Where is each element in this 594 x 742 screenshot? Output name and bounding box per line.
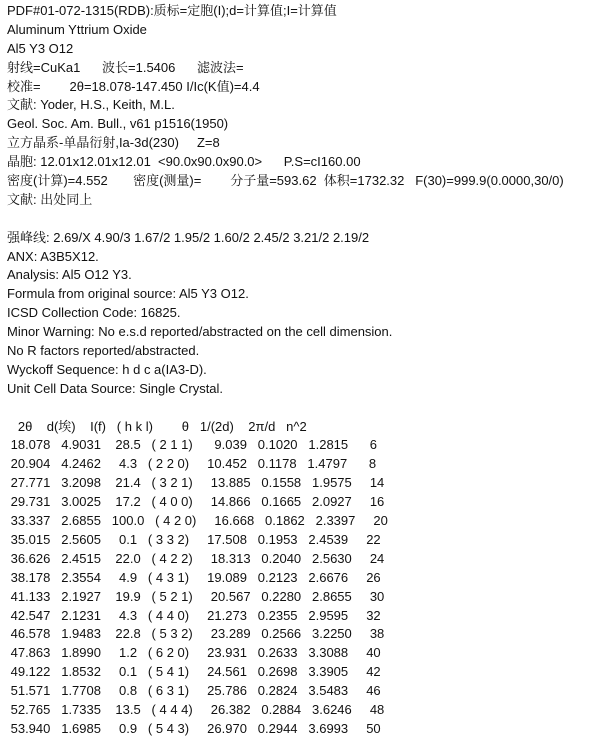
cell-source-note: Unit Cell Data Source: Single Crystal.	[7, 380, 224, 396]
table-row: 53.940 1.6985 0.9 ( 5 4 3) 26.970 0.2944 3.6993 50	[7, 720, 381, 736]
table-row: 33.337 2.6855 100.0 ( 4 2 0) 16.668 0.1862 2.3397 20	[7, 513, 388, 529]
calibration-info: 校准= 2θ=18.078-147.450 I/Ic(K值)=4.4	[7, 78, 260, 94]
table-header: 2θ d(埃) I(f) ( h k l) θ 1/(2d) 2π/d n^2	[7, 418, 307, 434]
icsd-code-note: ICSD Collection Code: 16825.	[7, 305, 181, 321]
table-row: 46.578 1.9483 22.8 ( 5 3 2) 23.289 0.2566 3.2250 38	[7, 626, 385, 642]
table-row: 52.765 1.7335 13.5 ( 4 4 4) 26.382 0.2884 3.6246 48	[7, 701, 385, 717]
peak-table	[7, 418, 591, 739]
table-row: 42.547 2.1231 4.3 ( 4 4 0) 21.273 0.2355 2.9595 32	[7, 607, 381, 623]
crystal-system: 立方晶系-单晶衍射,Ia-3d(230) Z=8	[7, 135, 220, 151]
warning-note: Minor Warning: No e.s.d reported/abstracted on the cell dimension.	[7, 324, 393, 340]
table-row: 35.015 2.5605 0.1 ( 3 3 2) 17.508 0.1953 2.4539 22	[7, 531, 381, 547]
density-info: 密度(计算)=4.552 密度(测量)= 分子量=593.62 体积=1732.32 F(30)=999.9(0.0000,30/0)	[7, 173, 564, 189]
strong-lines: 强峰线: 2.69/X 4.90/3 1.67/2 1.95/2 1.60/2 2.45/2 3.21/2 2.19/2	[7, 229, 370, 245]
wyckoff-note: Wyckoff Sequence: h d c a(IA3-D).	[7, 361, 207, 377]
analysis-note: Analysis: Al5 O12 Y3.	[7, 267, 132, 283]
table-row: 29.731 3.0025 17.2 ( 4 0 0) 14.866 0.1665 2.0927 16	[7, 494, 385, 510]
formula-source-note: Formula from original source: Al5 Y3 O12.	[7, 286, 249, 302]
pdf-card-document	[7, 2, 591, 739]
table-row: 20.904 4.2462 4.3 ( 2 2 0) 10.452 0.1178 1.4797 8	[7, 456, 377, 472]
unit-cell: 晶胞: 12.01x12.01x12.01 <90.0x90.0x90.0> P.S=cI160.00	[7, 154, 361, 170]
compound-name: Aluminum Yttrium Oxide	[7, 21, 147, 37]
table-row: 47.863 1.8990 1.2 ( 6 2 0) 23.931 0.2633 3.3088 40	[7, 645, 381, 661]
table-row: 27.771 3.2098 21.4 ( 3 2 1) 13.885 0.1558 1.9575 14	[7, 475, 385, 491]
section-gap	[7, 210, 591, 229]
section-gap	[7, 399, 591, 418]
notes-block	[7, 229, 591, 399]
table-row: 38.178 2.3554 4.9 ( 4 3 1) 19.089 0.2123 2.6676 26	[7, 569, 381, 585]
r-factor-note: No R factors reported/abstracted.	[7, 343, 200, 359]
chemical-formula: Al5 Y3 O12	[7, 40, 74, 56]
table-row: 18.078 4.9031 28.5 ( 2 1 1) 9.039 0.1020 1.2815 6	[7, 437, 378, 453]
reference-journal: Geol. Soc. Am. Bull., v61 p1516(1950)	[7, 116, 229, 132]
pdf-card-id: PDF#01-072-1315(RDB):质标=定胞(I);d=计算值;I=计算值	[7, 3, 337, 18]
table-row: 49.122 1.8532 0.1 ( 5 4 1) 24.561 0.2698 3.3905 42	[7, 664, 381, 680]
header-block	[7, 2, 591, 210]
anx-note: ANX: A3B5X12.	[7, 248, 99, 264]
table-row: 51.571 1.7708 0.8 ( 6 3 1) 25.786 0.2824 3.5483 46	[7, 683, 381, 699]
table-row: 41.133 2.1927 19.9 ( 5 2 1) 20.567 0.2280 2.8655 30	[7, 588, 385, 604]
reference-source: 文献: 出处同上	[7, 191, 93, 207]
reference-authors: 文献: Yoder, H.S., Keith, M.L.	[7, 97, 175, 113]
table-row: 36.626 2.4515 22.0 ( 4 2 2) 18.313 0.2040 2.5630 24	[7, 550, 385, 566]
radiation-info: 射线=CuKa1 波长=1.5406 滤波法=	[7, 59, 244, 75]
